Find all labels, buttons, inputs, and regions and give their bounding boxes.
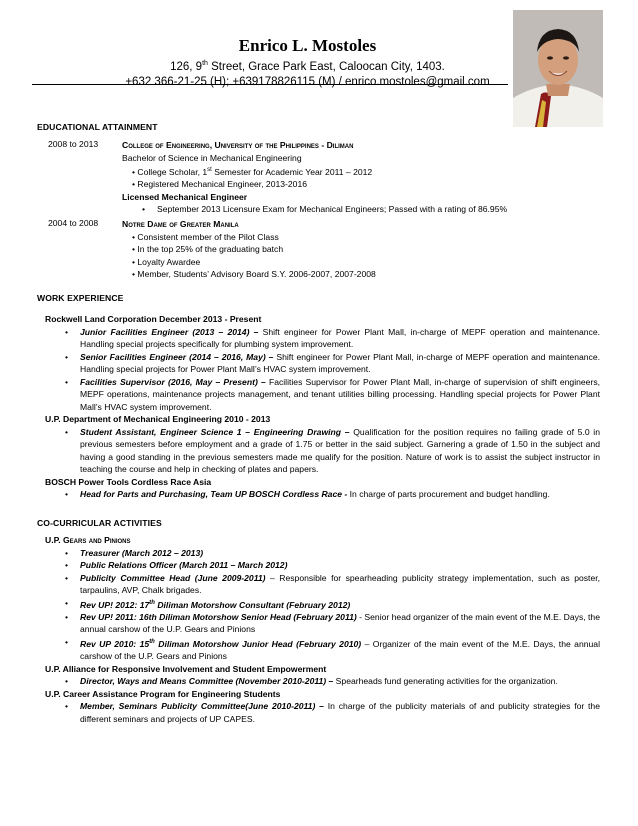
list-item: • Consistent member of the Pilot Class (132, 231, 279, 242)
degree: Bachelor of Science in Mechanical Engineering (122, 152, 302, 163)
list-item: • Rev UP 2010: 15th Diliman Motorshow Junior Head (February 2010) – Organizer of the main event of the M.E. Days, the annual carshow of the U.P. Gears and Pinions (65, 636, 600, 662)
applicant-name: Enrico L. Mostoles (238, 36, 377, 55)
list-item: • September 2013 Licensure Exam for Mechanical Engineers; Passed with a rating of 86.95% (142, 204, 508, 215)
list-item: • Rev UP! 2012: 17th Diliman Motorshow Consultant (February 2012) (65, 597, 351, 610)
work-section (45, 313, 600, 501)
list-item: • Junior Facilities Engineer (2013 – 2014) – Shift engineer for Power Plant Mall, in-charge of MEPF operation and maintenance. Handling special projects specifically for plumbing system improvement. (65, 326, 600, 349)
list-item: • Member, Students’ Advisory Board S.Y. 2006-2007, 2007-2008 (132, 269, 376, 279)
cocurricular-heading: CO-CURRICULAR ACTIVITIES (37, 518, 162, 528)
work-heading: WORK EXPERIENCE (37, 293, 124, 303)
org-name: U.P. Gears and Pinions (45, 535, 131, 545)
list-item: • Treasurer (March 2012 – 2013) (65, 547, 204, 558)
employer-name: Rockwell Land Corporation December 2013 - Present (45, 314, 262, 324)
address: 126, 9th Street, Grace Park East, Caloocan City, 1403. (170, 60, 445, 73)
list-item: • Rev UP! 2011: 16th Diliman Motorshow Senior Head (February 2011) - Senior head organizer of the main event of the M.E. Days, the annual carshow of the U.P. Gears and Pinions (65, 611, 600, 635)
list-item: • Director, Ways and Means Committee (November 2010-2011) – Spearheads fund generating activities for the organization. (65, 676, 558, 687)
list-item: • Public Relations Officer (March 2011 – March 2012) (65, 560, 288, 570)
list-item: • Facilities Supervisor (2016, May – Present) – Facilities Supervisor for Power Plant Mall, in-charge of supervision of shift engineers, MEPF operations, maintenance projects management, and tenant utilities billing processing. Handling special projects for Power Plant Mall’s HVAC system improvement. (65, 376, 601, 412)
resume-header (100, 36, 515, 90)
list-item: • College Scholar, 1st Semester for Academic Year 2011 – 2012 (132, 166, 373, 177)
org-name: U.P. Alliance for Responsive Involvement and Student Empowerment (45, 663, 327, 674)
employer-name: BOSCH Power Tools Cordless Race Asia (45, 476, 212, 487)
list-item: • Student Assistant, Engineer Science 1 – Engineering Drawing – Qualification for the position requires no failing grade of 5.0 in previous semesters before employment and a grade of 1.75 or better in the said subject. Garnering a grade of 1.50 in the subject and having a good standing in the previous semesters made me qualify for the position. Nature of work is to assist the subject instructor in teaching the course and help in checking of plates and papers. (65, 426, 600, 474)
header-divider (32, 84, 508, 85)
list-item: • Publicity Committee Head (June 2009-2011) – Responsible for spearheading publicity strategy implementation, such as poster, tarpaulins, AVP, Chalk brigades. (65, 572, 600, 595)
school-name: College of Engineering, University of the Philippines - Diliman (122, 140, 354, 150)
list-item: • Head for Parts and Purchasing, Team UP BOSCH Cordless Race - In charge of parts procurement and budget handling. (65, 489, 550, 499)
list-item: • Senior Facilities Engineer (2014 – 2016, May) – Shift engineer for Power Plant Mall, in-charge of MEPF operation and maintenance. Handling special projects for Power Plant Mall’s HVAC system improvement. (65, 351, 600, 374)
list-item: • Registered Mechanical Engineer, 2013-2016 (132, 179, 308, 190)
list-item: • Member, Seminars Publicity Committee(June 2010-2011) – In charge of the publicity materials of and publicity strategies for the different seminars and projects of UP CAPES. (65, 701, 600, 724)
school-name: Notre Dame of Greater Manila (122, 219, 239, 229)
applicant-photo (513, 10, 603, 127)
list-item: • In the top 25% of the graduating batch (132, 244, 284, 254)
edu-dates-2: 2004 to 2008 (48, 218, 99, 228)
education-entry-up (122, 139, 582, 216)
cocurricular-section (45, 534, 600, 725)
edu-dates-1: 2008 to 2013 (48, 139, 99, 149)
education-entry-ndgm (122, 218, 582, 281)
list-item: • Loyalty Awardee (132, 256, 201, 267)
education-heading: EDUCATIONAL ATTAINMENT (37, 122, 158, 132)
employer-name: U.P. Department of Mechanical Engineering 2010 - 2013 (45, 414, 271, 424)
org-name: U.P. Career Assistance Program for Engineering Students (45, 688, 281, 699)
contact-info: +632 366-21-25 (H); +639178826115 (M) / enrico.mostoles@gmail.com (125, 75, 490, 88)
license-heading: Licensed Mechanical Engineer (122, 191, 248, 202)
